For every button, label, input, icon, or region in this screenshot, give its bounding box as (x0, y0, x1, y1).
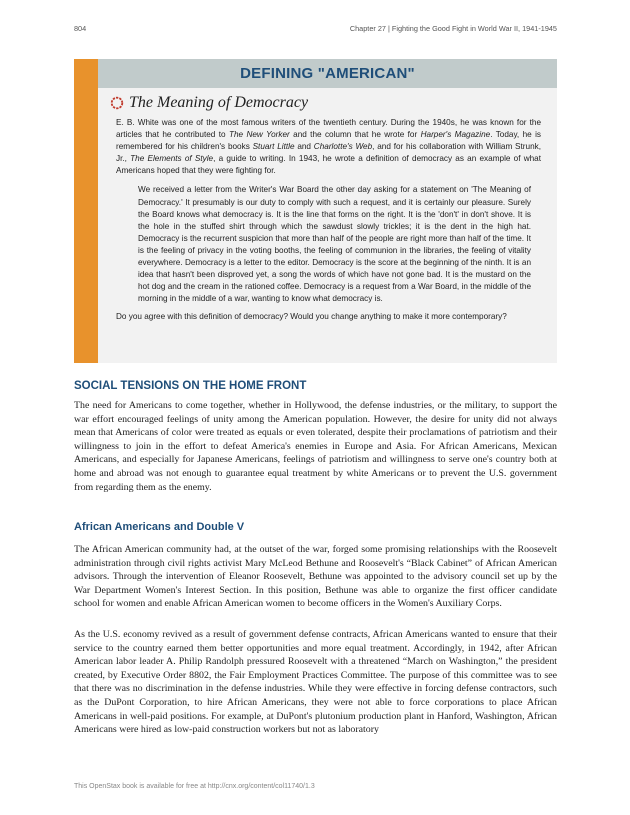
body-paragraph (74, 399, 557, 494)
body-paragraph (74, 543, 557, 611)
feature-heading (110, 92, 308, 114)
intro-text-run: E. B. White was one of the most famous writers of the twentieth century. During the 1940s, he was known for the articles that he contributed to (116, 118, 541, 140)
italic-title-text: The Elements of Style (130, 154, 214, 164)
paragraph-text: As the U.S. economy revived as a result of government defense contracts, African Americans wanted to ensure that their service to the country earned them better opportunities and more equal treatment. Accordingly, in 1942, after African American labor leader A. Philip Randolph pressured Roosevelt with a threatened “March on Washington,” the president created, by Executive Order 8802, the Fair Employment Practices Committee. The purpose of this committee was to see that there was no discrimination in the defense industries. While they were effective in forcing defense contractors, such as the DuPont Corporation, to hire African Americans, they were not able to force corporations to place African Americans in well-paid positions. For example, at DuPont's plutonium production plant in Hanford, Washington, African Americans were hired as low-paid construction workers but not as laboratory (74, 629, 557, 736)
intro-text-run: , and for his collaboration with William Strunk, Jr., (116, 142, 541, 164)
feature-banner: DEFINING "AMERICAN" (98, 59, 557, 88)
feature-question: Do you agree with this definition of democracy? Would you change anything to make it more contemporary? (116, 312, 507, 322)
feature-accent-stripe (74, 59, 98, 363)
italic-title-text: Harper's Magazine (420, 130, 491, 140)
section-heading-double-v: African Americans and Double V (74, 521, 245, 533)
feature-intro (116, 117, 541, 177)
paragraph-text: The need for Americans to come together, whether in Hollywood, the defense industries, or the military, to support the war effort encouraged feelings of unity among the American population. However, the desire for unity did not always mean that Americans of color were treated as equals or even tolerated, despite their proclamations of patriotism and their willingness to join in the effort to defeat America's enemies in Europe and Asia. For African Americans, Mexican Americans, and especially for Japanese Americans, feelings of patriotism and willingness to serve one's country both at home and abroad was not enough to guarantee equal treatment by white Americans or to prevent the U.S. government from regarding them as the enemy. (74, 400, 557, 493)
page-number: 804 (74, 24, 87, 33)
feature-quote: We received a letter from the Writer's War Board the other day asking for a statement on 'The Meaning of Democracy.' It presumably is our duty to comply with such a request, and it is certainly our pleasure. Surely the Board knows what democracy is. It is the line that forms on the right. It is the 'don't' in don't shove. It is the hole in the stuffed shirt through which the sawdust slowly trickles; it is the dent in the high hat. Democracy is the recurrent suspicion that more than half of the people are right more than half of the time. It is the feeling of privacy in the voting booths, the feeling of communion in the libraries, the feeling of vitality everywhere. Democracy is a letter to the editor. Democracy is the score at the beginning of the ninth. It is an idea that hasn't been disproved yet, a song the words of which have not gone bad. It is the mustard on the hot dog and the cream in the rationed coffee. Democracy is a request from a War Board, in the middle of the morning in the middle of a war, wanting to know what democracy is. (138, 185, 531, 304)
intro-text-run: . Today, he is remembered for his children's books (116, 130, 541, 152)
ornament-circle-icon (110, 96, 124, 110)
running-title: Chapter 27 | Fighting the Good Fight in World War II, 1941-1945 (349, 24, 557, 33)
intro-text-run: and (294, 142, 314, 152)
intro-text-run: , a guide to writing. In 1943, he wrote a definition of democracy as an example of what Americans hoped that they were fighting for. (116, 154, 542, 176)
feature-title: The Meaning of Democracy (129, 94, 309, 111)
italic-title-text: Stuart Little (252, 142, 295, 152)
italic-title-text: Charlotte's Web (313, 142, 373, 152)
feature-box (74, 59, 557, 363)
section-heading-social-tensions: SOCIAL TENSIONS ON THE HOME FRONT (74, 380, 307, 392)
feature-body (116, 117, 541, 324)
page-header (74, 24, 557, 38)
italic-title-text: The New Yorker (228, 130, 290, 140)
page-footer: This OpenStax book is available for free at http://cnx.org/content/col11740/1.3 (74, 783, 315, 790)
body-paragraph (74, 628, 557, 737)
intro-text-run: and the column that he wrote for (289, 130, 421, 140)
paragraph-text: The African American community had, at the outset of the war, forged some promising relationships with the Roosevelt administration through civil rights activist Mary McLeod Bethune and Roosevelt's “Black Cabinet” of African American advisors. Through the intervention of Eleanor Roosevelt, Bethune was appointed to the advisory council set up by the War Department Women's Interest Section. In this position, Bethune was able to organize the first officer candidate school for women and enable African American women to become officers in the Women's Auxiliary Corps. (74, 544, 557, 610)
